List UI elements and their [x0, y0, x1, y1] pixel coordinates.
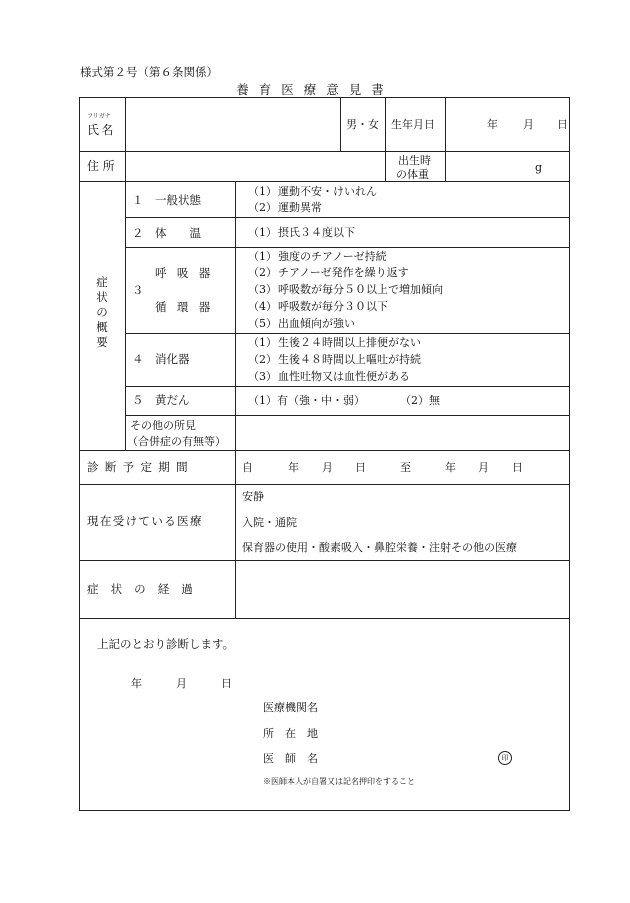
- period-from-label: 自: [242, 461, 253, 474]
- digestive-option-3: （3）血性吐物又は血性便がある: [248, 370, 410, 383]
- birth-weight-label-2: の体重: [396, 168, 429, 181]
- temperature-label: 体 温: [155, 226, 201, 240]
- jaundice-option-no: （2）無: [400, 394, 440, 407]
- symptom-summary-label: 症 状 の 概 要: [96, 275, 108, 349]
- birthdate-label: 生年月日: [391, 118, 435, 131]
- complications-label: （合併症の有無等）: [127, 435, 226, 448]
- seal-mark: 印: [498, 751, 512, 765]
- form-table: [79, 97, 570, 811]
- temperature-number: ２: [132, 226, 144, 240]
- form-number-label: 様式第２号（第６条関係）: [80, 65, 218, 79]
- treatment-hospitalization: 入院・通院: [242, 516, 297, 529]
- cert-month-label: 月: [176, 677, 187, 690]
- furigana-label: フリガナ: [87, 113, 111, 120]
- respiratory-number: ３: [132, 283, 144, 297]
- name-label: 氏名: [87, 123, 116, 137]
- period-from-month: 月: [322, 461, 333, 474]
- general-option-2: （2）運動異常: [248, 201, 322, 214]
- cert-year-label: 年: [131, 677, 142, 690]
- general-option-1: （1）運動不安・けいれん: [248, 185, 377, 198]
- gender-label: 男・女: [346, 118, 379, 131]
- doctor-name-label: 医 師 名: [263, 752, 318, 765]
- respiratory-label: 呼吸器: [155, 266, 221, 280]
- institution-location-label: 所 在 地: [263, 727, 318, 740]
- treatment-rest: 安静: [242, 490, 264, 503]
- certification-statement: 上記のとおり診断します。: [97, 637, 235, 651]
- digestive-option-1: （1）生後２４時間以上排便がない: [248, 336, 421, 349]
- diagnosis-period-label: 診断予定期間: [87, 460, 194, 474]
- weight-unit: g: [535, 161, 543, 174]
- birth-weight-label-1: 出生時: [398, 154, 431, 167]
- respiratory-option-5: （5）出血傾向が強い: [248, 317, 355, 330]
- cert-day-label: 日: [221, 677, 232, 690]
- respiratory-option-3: （3）呼吸数が毎分５０以上で増加傾向: [248, 283, 443, 296]
- digestive-label: ４ 消化器: [132, 352, 190, 366]
- period-to-day: 日: [512, 461, 523, 474]
- birth-month-label: 月: [523, 118, 534, 131]
- document-title: 養育医療意見書: [236, 82, 394, 97]
- period-to-month: 月: [478, 461, 489, 474]
- symptom-course-label: 症状の経過: [87, 582, 205, 596]
- period-from-day: 日: [355, 461, 366, 474]
- period-from-year: 年: [288, 461, 299, 474]
- birth-year-label: 年: [487, 118, 498, 131]
- temperature-option-1: （1）摂氏３４度以下: [248, 226, 355, 239]
- birth-day-label: 日: [557, 118, 568, 131]
- jaundice-label: ５ 黄だん: [132, 393, 190, 407]
- institution-name-label: 医療機関名: [263, 701, 318, 714]
- respiratory-option-4: （4）呼吸数が毎分３０以下: [248, 300, 388, 313]
- period-to-year: 年: [445, 461, 456, 474]
- other-findings-label: その他の所見: [130, 419, 196, 432]
- respiratory-option-2: （2）チアノーゼ発作を繰り返す: [248, 266, 409, 279]
- digestive-option-2: （2）生後４８時間以上嘔吐が持続: [248, 353, 421, 366]
- period-to-label: 至: [400, 461, 411, 474]
- jaundice-option-yes: （1）有（強・中・弱）: [248, 394, 365, 407]
- respiratory-option-1: （1）強度のチアノーゼ持続: [248, 250, 387, 263]
- address-label: 住所: [87, 159, 119, 173]
- circulatory-label: 循環器: [155, 300, 221, 314]
- treatment-equipment: 保育器の使用・酸素吸入・鼻腔栄養・注射その他の医療: [242, 541, 517, 554]
- current-treatment-label: 現在受けている医療: [87, 514, 203, 528]
- general-condition-label: １ 一般状態: [132, 193, 201, 207]
- signature-note: ※医師本人が自署又は記名押印をすること: [263, 777, 415, 786]
